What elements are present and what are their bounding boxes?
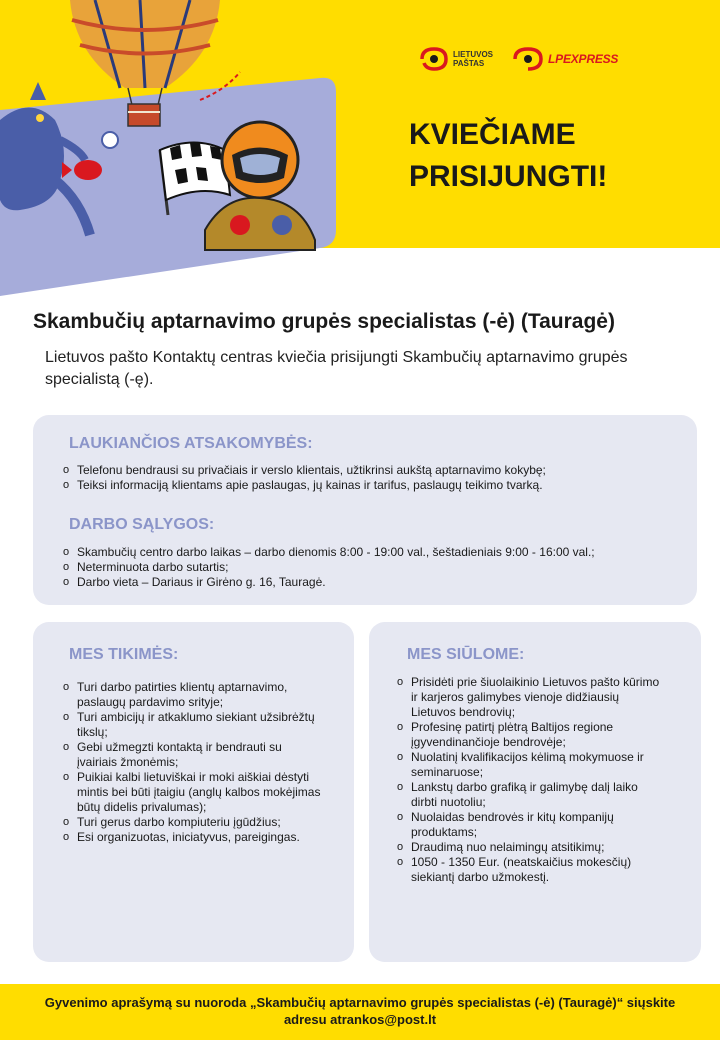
list-item: o Turi gerus darbo kompiuteriu įgūdžius;: [63, 815, 323, 830]
responsibilities-heading: LAUKIANČIOS ATSAKOMYBĖS:: [69, 435, 313, 452]
list-item: o Teiksi informaciją klientams apie paslaugas, jų kainas ir tarifus, paslaugų teikimo tvarką.: [63, 478, 683, 493]
lietuvos-pastas-logo: [420, 47, 493, 71]
list-item: o Puikiai kalbi lietuviškai ir moki aiškiai dėstyti mintis bei būti įtaigiu (anglų kalbos mokėjimas būtų didelis privalumas);: [63, 770, 323, 815]
list-item: o Turi darbo patirties klientų aptarnavimo, paslaugų pardavimo srityje;: [63, 680, 323, 710]
headline-line2: PRISIJUNGTI!: [409, 160, 608, 193]
expectations-list: [63, 680, 323, 845]
lpexpress-logo: [513, 47, 618, 71]
list-item: o Profesinę patirtį plėtrą Baltijos regione įgyvendinančioje bendrovėje;: [397, 720, 667, 750]
expectations-card: [33, 622, 354, 962]
list-item: o Prisidėti prie šiuolaikinio Lietuvos pašto kūrimo ir karjeros galimybes vienoje didžiausių Lietuvos bendrovių;: [397, 675, 667, 720]
list-item: o Nuolaidas bendrovės ir kitų kompanijų produktams;: [397, 810, 667, 840]
job-title: Skambučių aptarnavimo grupės specialistas (-ė) (Tauragė): [33, 310, 615, 333]
conditions-list: [63, 545, 683, 590]
footer-instruction-line2: adresu atrankos@post.lt: [283, 1012, 437, 1027]
fish-icon: [62, 132, 118, 180]
illustration-image: [0, 0, 340, 260]
conditions-heading: DARBO SĄLYGOS:: [69, 516, 215, 533]
lpexpress-horn-icon: [513, 47, 543, 71]
headline: [409, 114, 607, 198]
logo-text-line2: PAŠTAS: [453, 59, 485, 68]
list-item: o Lankstų darbo grafiką ir galimybę dalį laiko dirbti nuotoliu;: [397, 780, 667, 810]
lietuvos-pastas-logo-text: [453, 50, 493, 68]
post-horn-icon: [420, 47, 448, 71]
offers-heading: MES SIŪLOME:: [407, 646, 525, 663]
list-item: o Draudimą nuo nelaimingų atsitikimų;: [397, 840, 667, 855]
list-item: o Esi organizuotas, iniciatyvus, pareigingas.: [63, 830, 323, 845]
list-item: o 1050 - 1350 Eur. (neatskaičius mokesčių) siekiantį darbo užmokestį.: [397, 855, 667, 885]
lpexpress-logo-text: LPEXPRESS: [548, 52, 619, 66]
blue-cat-icon: [0, 82, 90, 235]
list-item: o Gebi užmegzti kontaktą ir bendrauti su įvairiais žmonėmis;: [63, 740, 323, 770]
footer-instruction-line1: Gyvenimo aprašymą su nuoroda „Skambučių aptarnavimo grupės specialistas (-ė) (Tauragė)“ siųskite: [44, 995, 676, 1010]
list-item: o Neterminuota darbo sutartis;: [63, 560, 683, 575]
expectations-heading: MES TIKIMĖS:: [69, 646, 179, 663]
hot-air-balloon-icon: [70, 0, 220, 126]
list-item: o Darbo vieta – Dariaus ir Girėno g. 16, Tauragė.: [63, 575, 683, 590]
responsibilities-card: [33, 415, 697, 605]
logo-text-line1: LIETUVOS: [453, 50, 494, 59]
responsibilities-list: [63, 463, 683, 493]
offers-list: [397, 675, 667, 885]
logos-row: [420, 44, 660, 74]
footer-banner: [0, 984, 720, 1040]
job-intro: Lietuvos pašto Kontaktų centras kviečia prisijungti Skambučių aptarnavimo grupės specialistą (-ę).: [45, 349, 628, 388]
list-item: o Nuolatinį kvalifikacijos kėlimą mokymuose ir seminaruose;: [397, 750, 667, 780]
checkered-flag-icon: [160, 143, 230, 216]
list-item: o Turi ambicijų ir atkaklumo siekiant užsibrėžtų tikslų;: [63, 710, 323, 740]
list-item: o Telefonu bendrausi su privačiais ir verslo klientais, užtikrinsi aukštą aptarnavimo kokybę;: [63, 463, 683, 478]
list-item: o Skambučių centro darbo laikas – darbo dienomis 8:00 - 19:00 val., šeštadieniais 9:00 - 16:00 val.;: [63, 545, 683, 560]
headline-line1: KVIEČIAME: [409, 118, 576, 151]
offers-card: [369, 622, 701, 962]
